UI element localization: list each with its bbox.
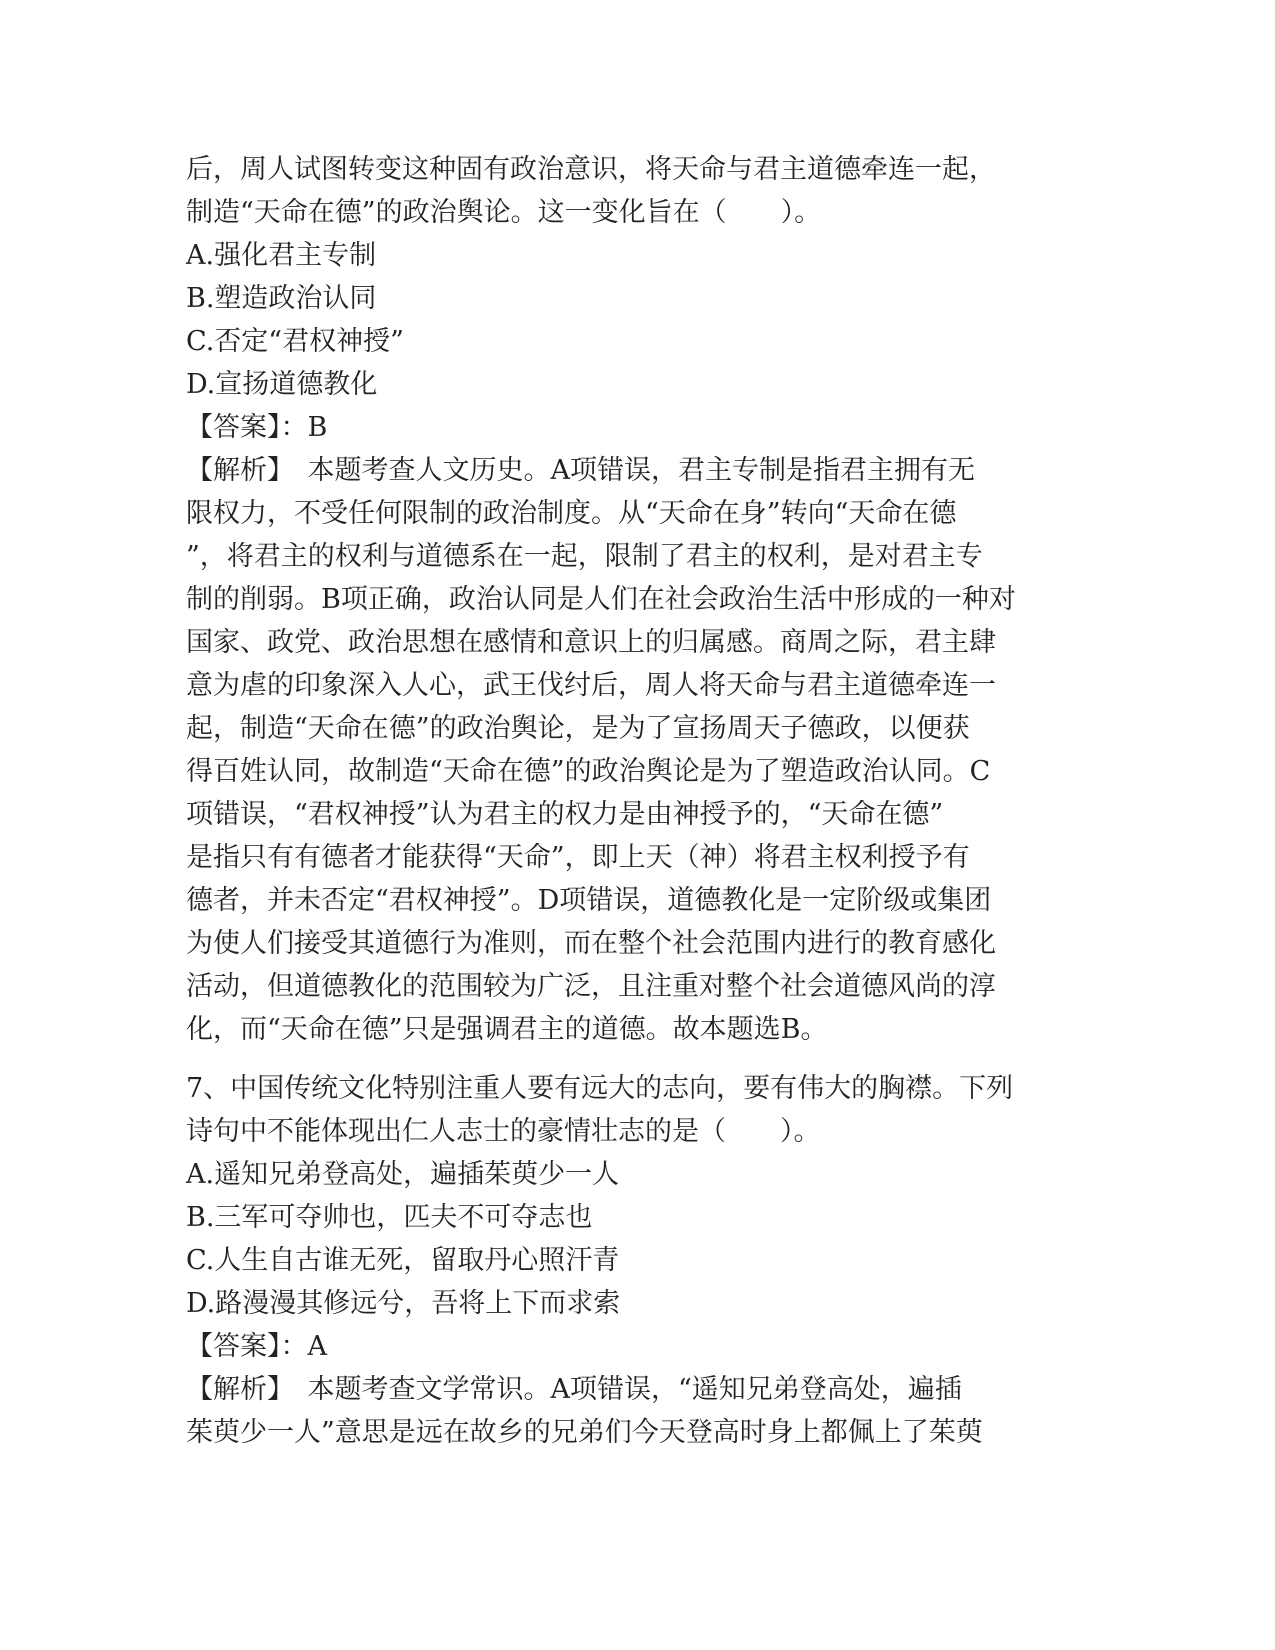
- option-c: C.人生自古谁无死，留取丹心照汗青: [186, 1245, 620, 1276]
- option-b: B.塑造政治认同: [186, 283, 377, 314]
- q7-stem: [186, 1067, 1081, 1153]
- text-line: 化，而“天命在德”只是强调君主的道德。故本题选B。: [186, 1014, 828, 1045]
- q7-answer: [186, 1325, 1081, 1368]
- text-line: 得百姓认同，故制造“天命在德”的政治舆论是为了塑造政治认同。C: [186, 756, 991, 787]
- text-line: 7、中国传统文化特别注重人要有远大的志向，要有伟大的胸襟。下列: [186, 1073, 1014, 1104]
- text-line: 【解析】 本题考查人文历史。A项错误，君主专制是指君主拥有无: [186, 455, 975, 486]
- q6-answer: [186, 406, 1081, 449]
- text-line: ”，将君主的权利与道德系在一起，限制了君主的权利，是对君主专: [186, 541, 983, 572]
- text-line: 茱萸少一人”意思是远在故乡的兄弟们今天登高时身上都佩上了茱萸: [186, 1417, 983, 1448]
- q7-options: [186, 1153, 1081, 1325]
- q6-options: [186, 234, 1081, 406]
- text-line: 国家、政党、政治思想在感情和意识上的归属感。商周之际，君主肆: [186, 627, 996, 658]
- text-line: 意为虐的印象深入人心，武王伐纣后，周人将天命与君主道德牵连一: [186, 670, 996, 701]
- text-line: 限权力，不受任何限制的政治制度。从“天命在身”转向“天命在德: [186, 498, 957, 529]
- option-a: A.强化君主专制: [186, 240, 377, 271]
- text-line: 德者，并未否定“君权神授”。D项错误，道德教化是一定阶级或集团: [186, 885, 992, 916]
- text-line: 是指只有有德者才能获得“天命”，即上天（神）将君主权利授予有: [186, 842, 970, 873]
- answer-line: 【答案】：B: [186, 412, 328, 443]
- q7-analysis: [186, 1368, 1081, 1454]
- option-b: B.三军可夺帅也，匹夫不可夺志也: [186, 1202, 593, 1233]
- option-a: A.遥知兄弟登高处，遍插茱萸少一人: [186, 1159, 620, 1190]
- text-line: 后，周人试图转变这种固有政治意识，将天命与君主道德牵连一起，: [186, 154, 996, 185]
- q6-stem: [186, 148, 1081, 234]
- text-line: 制造“天命在德”的政治舆论。这一变化旨在（ ）。: [186, 197, 822, 228]
- text-line: 制的削弱。B项正确，政治认同是人们在社会政治生活中形成的一种对: [186, 584, 1016, 615]
- text-line: 诗句中不能体现出仁人志士的豪情壮志的是（ ）。: [186, 1116, 821, 1147]
- option-d: D.宣扬道德教化: [186, 369, 378, 400]
- document-page: [186, 148, 1081, 1454]
- option-c: C.否定“君权神授”: [186, 326, 404, 357]
- option-d: D.路漫漫其修远兮，吾将上下而求索: [186, 1288, 621, 1319]
- text-line: 起，制造“天命在德”的政治舆论，是为了宣扬周天子德政，以便获: [186, 713, 970, 744]
- text-line: 【解析】 本题考查文学常识。A项错误，“遥知兄弟登高处，遍插: [186, 1374, 962, 1405]
- text-line: 活动，但道德教化的范围较为广泛，且注重对整个社会道德风尚的淳: [186, 971, 996, 1002]
- text-line: 为使人们接受其道德行为准则，而在整个社会范围内进行的教育感化: [186, 928, 996, 959]
- answer-line: 【答案】：A: [186, 1331, 327, 1362]
- question-spacer: [186, 1051, 1081, 1067]
- text-line: 项错误，“君权神授”认为君主的权力是由神授予的，“天命在德”: [186, 799, 944, 830]
- q6-analysis: [186, 449, 1081, 1051]
